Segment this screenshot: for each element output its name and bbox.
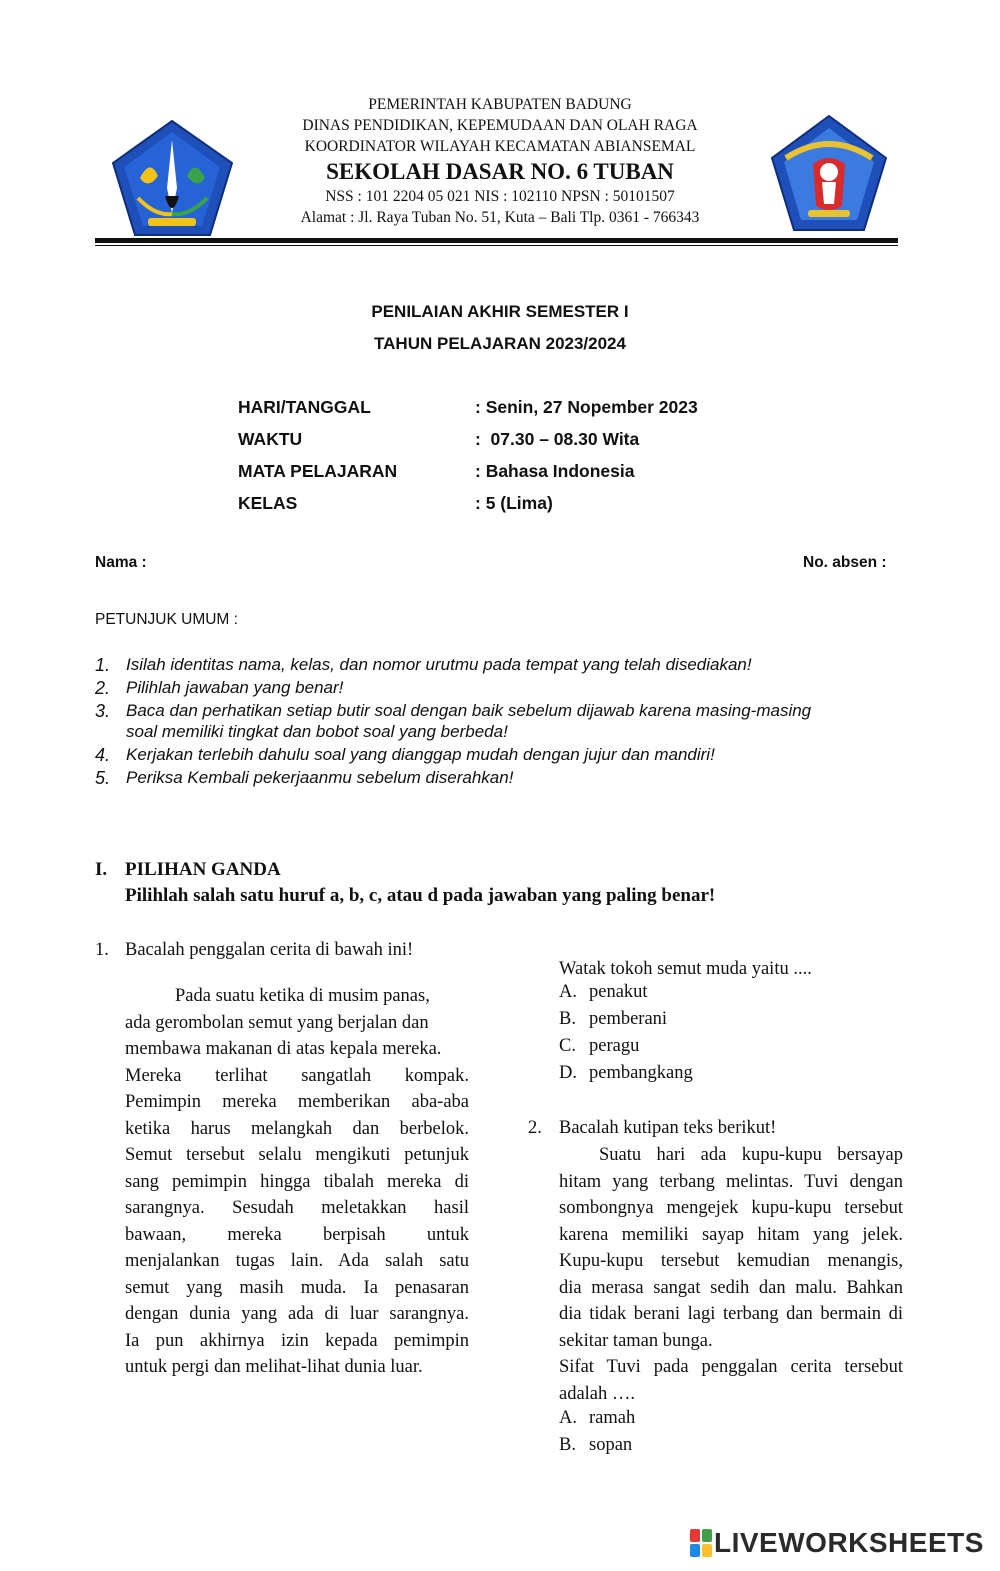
option-letter: B. bbox=[559, 1435, 576, 1455]
option-text: sopan bbox=[589, 1435, 633, 1455]
passage-line: sombongnya mengejek kupu-kupu tersebut bbox=[559, 1198, 903, 1218]
info-value-date: : Senin, 27 Nopember 2023 bbox=[475, 397, 698, 417]
passage-line: dia tidak berani lagi terbang dan bermain di bbox=[559, 1304, 903, 1324]
option-c[interactable] bbox=[559, 1036, 859, 1063]
option-letter: A. bbox=[559, 1408, 577, 1428]
header-government: PEMERINTAH KABUPATEN BADUNG bbox=[368, 96, 632, 113]
question-1-passage bbox=[125, 983, 469, 1381]
passage-line: Mereka terlihat sangatlah kompak. bbox=[125, 1065, 469, 1086]
question-1-prompt: Bacalah penggalan cerita di bawah ini! bbox=[125, 940, 414, 960]
question-1-stem: Watak tokoh semut muda yaitu .... bbox=[559, 959, 812, 979]
instruction-text-continued: soal memiliki tingkat dan bobot soal yang berbeda! bbox=[126, 722, 508, 741]
header-department: DINAS PENDIDIKAN, KEPEMUDAAN DAN OLAH RAGA bbox=[302, 117, 698, 134]
option-a[interactable] bbox=[559, 982, 859, 1009]
passage-line: Ia pun akhirnya izin kepada pemimpin bbox=[125, 1330, 469, 1351]
option-text: ramah bbox=[589, 1408, 636, 1428]
passage-line: semut yang masih muda. Ia penasaran bbox=[125, 1277, 469, 1298]
passage-line: ada gerombolan semut yang berjalan dan bbox=[125, 1012, 429, 1033]
option-text: peragu bbox=[589, 1036, 640, 1056]
option-letter: C. bbox=[559, 1036, 576, 1056]
passage-line: sekitar taman bunga. bbox=[559, 1330, 713, 1351]
exam-year: TAHUN PELAJARAN 2023/2024 bbox=[374, 334, 626, 353]
section-instruction: Pilihlah salah satu huruf a, b, c, atau d pada jawaban yang paling benar! bbox=[125, 885, 716, 906]
instruction-text: Pilihlah jawaban yang benar! bbox=[126, 678, 344, 697]
header-divider-thick bbox=[95, 238, 898, 243]
instruction-item bbox=[95, 745, 895, 767]
instruction-number: 4. bbox=[95, 745, 111, 765]
passage-line: dia merasa sangat sedih dan malu. Bahkan bbox=[559, 1277, 903, 1298]
option-text: pembangkang bbox=[589, 1063, 693, 1083]
question-number-2: 2. bbox=[528, 1118, 542, 1138]
instruction-number: 3. bbox=[95, 701, 111, 721]
instruction-item bbox=[95, 768, 895, 790]
section-title: PILIHAN GANDA bbox=[125, 859, 281, 880]
question-2-passage bbox=[559, 1142, 903, 1407]
option-text: penakut bbox=[589, 982, 648, 1002]
absen-field-label[interactable]: No. absen : bbox=[803, 554, 887, 571]
info-label-subject: MATA PELAJARAN bbox=[238, 461, 398, 481]
header-coordinator: KOORDINATOR WILAYAH KECAMATAN ABIANSEMAL bbox=[304, 138, 696, 155]
passage-line: menjalankan tugas lain. Ada salah satu bbox=[125, 1251, 469, 1271]
passage-line: sang pemimpin hingga tibalah mereka di bbox=[125, 1171, 469, 1192]
instruction-text: Kerjakan terlebih dahulu soal yang dianggap mudah dengan jujur dan mandiri! bbox=[126, 745, 715, 764]
instruction-text: Periksa Kembali pekerjaanmu sebelum diserahkan! bbox=[126, 768, 514, 787]
passage-line: membawa makanan di atas kepala mereka. bbox=[125, 1039, 442, 1059]
passage-line: Pada suatu ketika di musim panas, bbox=[175, 986, 430, 1006]
option-b[interactable] bbox=[559, 1009, 859, 1036]
info-value-class: : 5 (Lima) bbox=[475, 493, 553, 513]
liveworksheets-logo-icon bbox=[690, 1529, 712, 1557]
header-divider-thin bbox=[95, 245, 898, 246]
passage-line: hitam yang terbang melintas. Tuvi dengan bbox=[559, 1171, 903, 1192]
passage-line: untuk pergi dan melihat-lihat dunia luar. bbox=[125, 1357, 423, 1377]
header-address: Alamat : Jl. Raya Tuban No. 51, Kuta – Bali Tlp. 0361 - 766343 bbox=[300, 209, 700, 226]
option-letter: A. bbox=[559, 982, 577, 1002]
info-label-time: WAKTU bbox=[238, 429, 303, 449]
liveworksheets-brand[interactable] bbox=[690, 1525, 984, 1561]
passage-line: bawaan, mereka berpisah untuk bbox=[125, 1224, 469, 1245]
question-2-prompt: Bacalah kutipan teks berikut! bbox=[559, 1118, 777, 1138]
option-b[interactable] bbox=[559, 1435, 859, 1462]
instructions-heading: PETUNJUK UMUM : bbox=[95, 611, 238, 628]
name-field-label[interactable]: Nama : bbox=[95, 554, 147, 571]
option-letter: B. bbox=[559, 1009, 576, 1029]
passage-line: Pemimpin mereka memberikan aba-aba bbox=[125, 1092, 469, 1112]
passage-line: sarangnya. Sesudah meletakkan hasil bbox=[125, 1198, 469, 1218]
info-label-date: HARI/TANGGAL bbox=[238, 397, 371, 417]
question-2-options bbox=[559, 1408, 859, 1464]
instruction-text: Isilah identitas nama, kelas, dan nomor urutmu pada tempat yang telah disediakan! bbox=[126, 655, 752, 674]
question-2-stem-continued: adalah …. bbox=[559, 1383, 636, 1404]
info-label-class: KELAS bbox=[238, 493, 298, 513]
instruction-item bbox=[95, 701, 895, 745]
passage-line: Suatu hari ada kupu-kupu bersayap bbox=[599, 1145, 903, 1165]
header-school-codes: NSS : 101 2204 05 021 NIS : 102110 NPSN : 50101507 bbox=[325, 188, 675, 205]
passage-line: Semut tersebut selalu mengikuti petunjuk bbox=[125, 1145, 469, 1165]
info-value-time: : 07.30 – 08.30 Wita bbox=[475, 429, 640, 449]
option-d[interactable] bbox=[559, 1063, 859, 1090]
exam-title: PENILAIAN AKHIR SEMESTER I bbox=[371, 302, 629, 321]
option-letter: D. bbox=[559, 1063, 577, 1083]
instruction-number: 2. bbox=[95, 678, 111, 698]
option-text: pemberani bbox=[589, 1009, 668, 1029]
liveworksheets-brand-text: LIVEWORKSHEETS bbox=[714, 1527, 984, 1558]
info-value-subject: : Bahasa Indonesia bbox=[475, 461, 635, 481]
option-a[interactable] bbox=[559, 1408, 859, 1435]
instruction-number: 5. bbox=[95, 768, 111, 788]
section-number: I. bbox=[95, 859, 108, 880]
instruction-item bbox=[95, 655, 895, 677]
passage-line: Kupu-kupu tersebut kemudian menangis, bbox=[559, 1251, 903, 1271]
question-2-stem: Sifat Tuvi pada penggalan cerita tersebut bbox=[559, 1357, 903, 1377]
instruction-number: 1. bbox=[95, 655, 111, 675]
passage-line: karena memiliki sayap hitam yang jelek. bbox=[559, 1224, 903, 1245]
question-1-options bbox=[559, 982, 859, 1092]
instruction-item bbox=[95, 678, 895, 700]
passage-line: dengan dunia yang ada di luar sarangnya. bbox=[125, 1304, 469, 1324]
question-number-1: 1. bbox=[95, 940, 109, 960]
header-school-name: SEKOLAH DASAR NO. 6 TUBAN bbox=[326, 159, 674, 184]
passage-line: ketika harus melangkah dan berbelok. bbox=[125, 1118, 469, 1139]
instruction-text: Baca dan perhatikan setiap butir soal dengan baik sebelum dijawab karena masing-masing bbox=[126, 701, 812, 720]
